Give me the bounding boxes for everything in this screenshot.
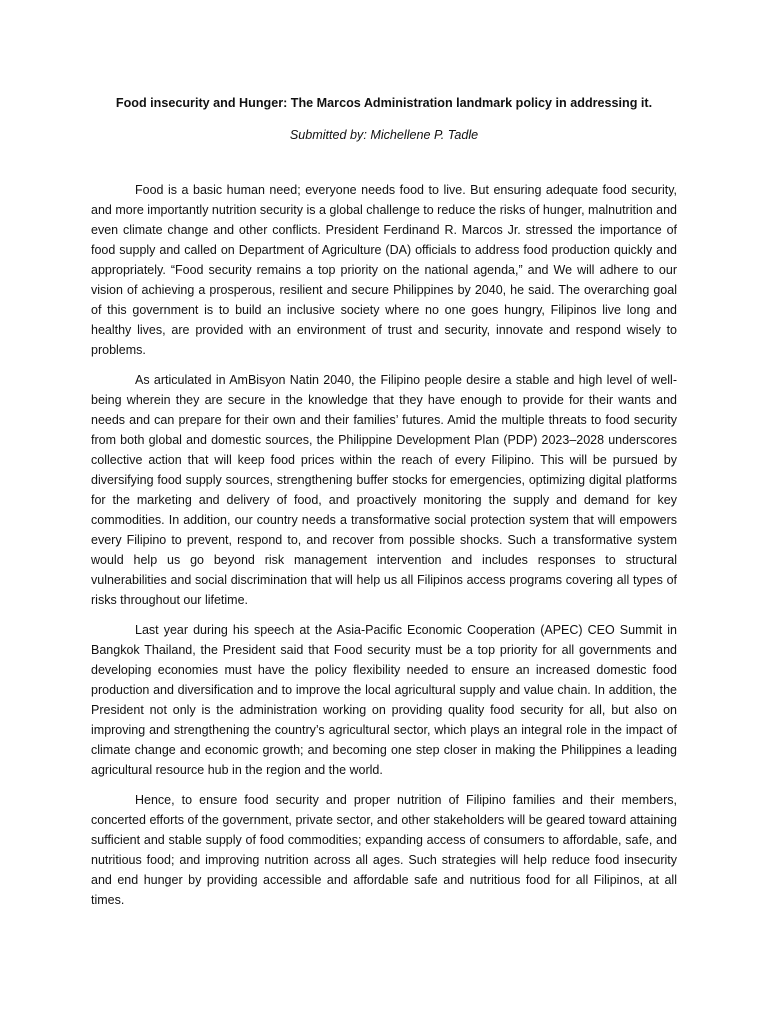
document-byline: Submitted by: Michellene P. Tadle: [289, 128, 479, 142]
body-paragraph-4: Hence, to ensure food security and proper nutrition of Filipino families and their members, concerted efforts of the government, private sector, and other stakeholders will be geared toward attaining sufficient and stable supply of food commodities; expanding access of consumers to affordable, safe, and nutritious food; and improving nutrition across all ages. Such strategies will help reduce food insecurity and end hunger by providing accessible and affordable safe and nutritious food for all Filipinos, at all times.: [91, 793, 677, 907]
document-title: Food insecurity and Hunger: The Marcos Administration landmark policy in addressing it.: [115, 96, 653, 110]
body-paragraph-3: Last year during his speech at the Asia-Pacific Economic Cooperation (APEC) CEO Summit in Bangkok Thailand, the President said that Food security must be a top priority for all governments and developing economies must have the policy flexibility needed to ensure an increased domestic food production and diversification and to improve the local agricultural supply and value chain. In addition, the President not only is the administration working on providing quality food security for all, but also on improving and strengthening the country’s agricultural sector, which plays an integral role in the impact of climate change and economic growth; and becoming one step closer in making the Philippines a leading agricultural resource hub in the region and the world.: [91, 623, 677, 777]
document-body: [91, 180, 677, 910]
body-paragraph-2: As articulated in AmBisyon Natin 2040, the Filipino people desire a stable and high level of well-being wherein they are secure in the knowledge that they have enough to provide for their wants and needs and can prepare for their own and their families’ futures. Amid the multiple threats to food security from both global and domestic sources, the Philippine Development Plan (PDP) 2023–2028 underscores collective action that will keep food prices within the reach of every Filipino. This will be pursued by diversifying food supply sources, strengthening buffer stocks for emergencies, optimizing digital platforms for the marketing and delivery of food, and proactively monitoring the supply and demand for key commodities. In addition, our country needs a transformative social protection system that will empowers every Filipino to prevent, respond to, and recover from possible shocks. Such a transformative system would help us go beyond risk management intervention and includes responses to structural vulnerabilities and social discrimination that will help us all Filipinos access programs covering all types of risks throughout our lifetime.: [91, 373, 677, 607]
body-paragraph-1: Food is a basic human need; everyone needs food to live. But ensuring adequate food security, and more importantly nutrition security is a global challenge to reduce the risks of hunger, malnutrition and even climate change and other conflicts. President Ferdinand R. Marcos Jr. stressed the importance of food supply and called on Department of Agriculture (DA) officials to address food production quickly and appropriately. “Food security remains a top priority on the national agenda,” and We will adhere to our vision of achieving a prosperous, resilient and secure Philippines by 2040, he said. The overarching goal of this government is to build an inclusive society where no one goes hungry, Filipinos live long and healthy lives, are provided with an environment of trust and security, innovate and respond wisely to problems.: [91, 183, 677, 357]
